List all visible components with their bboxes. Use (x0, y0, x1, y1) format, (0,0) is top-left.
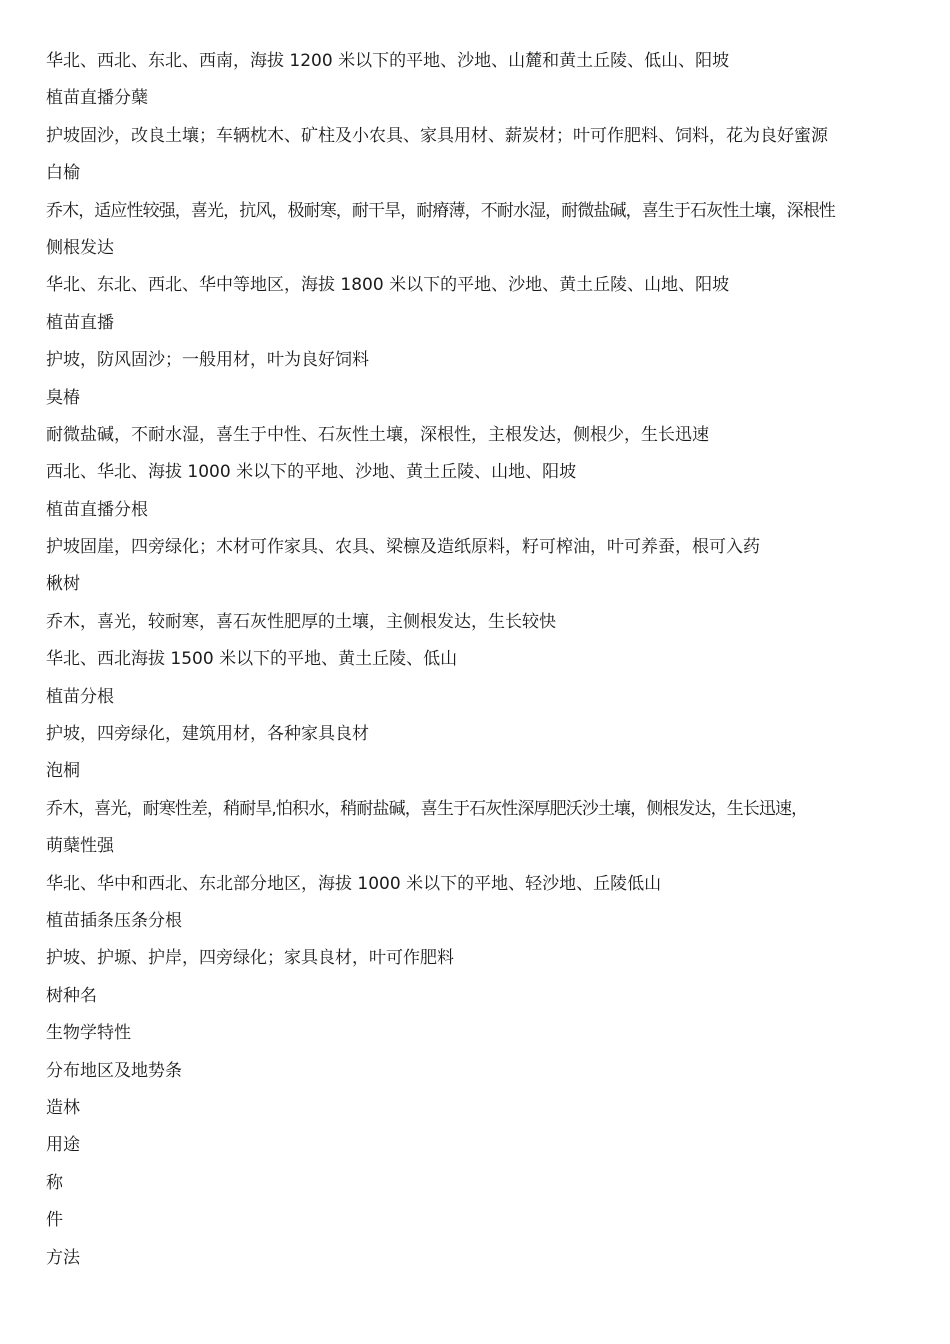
text-line: 泡桐 (46, 761, 80, 782)
text-line: 侧根发达 (46, 237, 114, 258)
text-line: 植苗分根 (46, 686, 114, 707)
text-line: 护坡固崖，四旁绿化；木材可作家具、农具、梁檩及造纸原料，籽可榨油，叶可养蚕，根可入药 (46, 537, 760, 558)
text-line: 乔木，喜光，较耐寒，喜石灰性肥厚的土壤，主侧根发达，生长较快 (46, 611, 556, 632)
text-line: 西北、华北、海拔 1000 米以下的平地、沙地、黄土丘陵、山地、阳坡 (46, 462, 577, 483)
text-line: 分布地区及地势条 (46, 1060, 182, 1081)
text-body (46, 43, 912, 1277)
text-line: 植苗插条压条分根 (46, 910, 182, 931)
text-line: 乔木，适应性较强，喜光，抗风，极耐寒，耐干旱，耐瘠薄，不耐水湿，耐微盐碱，喜生于石灰性土壤，深根性 (46, 200, 835, 221)
text-line: 植苗直播 (46, 312, 114, 333)
text-line: 护坡固沙，改良土壤；车辆枕木、矿柱及小农具、家具用材、薪炭材；叶可作肥料、饲料，花为良好蜜源 (46, 125, 828, 146)
text-line: 护坡，防风固沙；一般用材，叶为良好饲料 (46, 350, 369, 371)
text-line: 华北、东北、西北、华中等地区，海拔 1800 米以下的平地、沙地、黄土丘陵、山地、阳坡 (46, 275, 730, 296)
text-line: 树种名 (46, 985, 97, 1006)
text-line: 楸树 (46, 574, 80, 595)
text-line: 乔木，喜光，耐寒性差，稍耐旱,怕积水，稍耐盐碱，喜生于石灰性深厚肥沃沙土壤，侧根发达，生长迅速， (46, 798, 808, 819)
text-line: 萌蘖性强 (46, 836, 114, 857)
text-line: 件 (46, 1210, 63, 1231)
text-line: 华北、华中和西北、东北部分地区，海拔 1000 米以下的平地、轻沙地、丘陵低山 (46, 873, 662, 894)
text-line: 臭椿 (46, 387, 80, 408)
text-line: 护坡、护塬、护岸，四旁绿化；家具良材，叶可作肥料 (46, 948, 454, 969)
text-line: 生物学特性 (46, 1023, 131, 1044)
text-line: 造林 (46, 1097, 80, 1118)
text-line: 华北、西北海拔 1500 米以下的平地、黄土丘陵、低山 (46, 649, 458, 670)
text-line: 白榆 (46, 163, 80, 184)
text-line: 植苗直播分蘖 (46, 88, 148, 109)
text-line: 植苗直播分根 (46, 499, 148, 520)
text-line: 称 (46, 1172, 63, 1193)
text-line: 护坡，四旁绿化，建筑用材，各种家具良材 (46, 724, 369, 745)
text-line: 用途 (46, 1135, 80, 1156)
text-line: 耐微盐碱，不耐水湿，喜生于中性、石灰性土壤，深根性，主根发达，侧根少，生长迅速 (46, 424, 709, 445)
text-line: 华北、西北、东北、西南，海拔 1200 米以下的平地、沙地、山麓和黄土丘陵、低山、阳坡 (46, 51, 730, 71)
text-line: 方法 (46, 1247, 80, 1268)
